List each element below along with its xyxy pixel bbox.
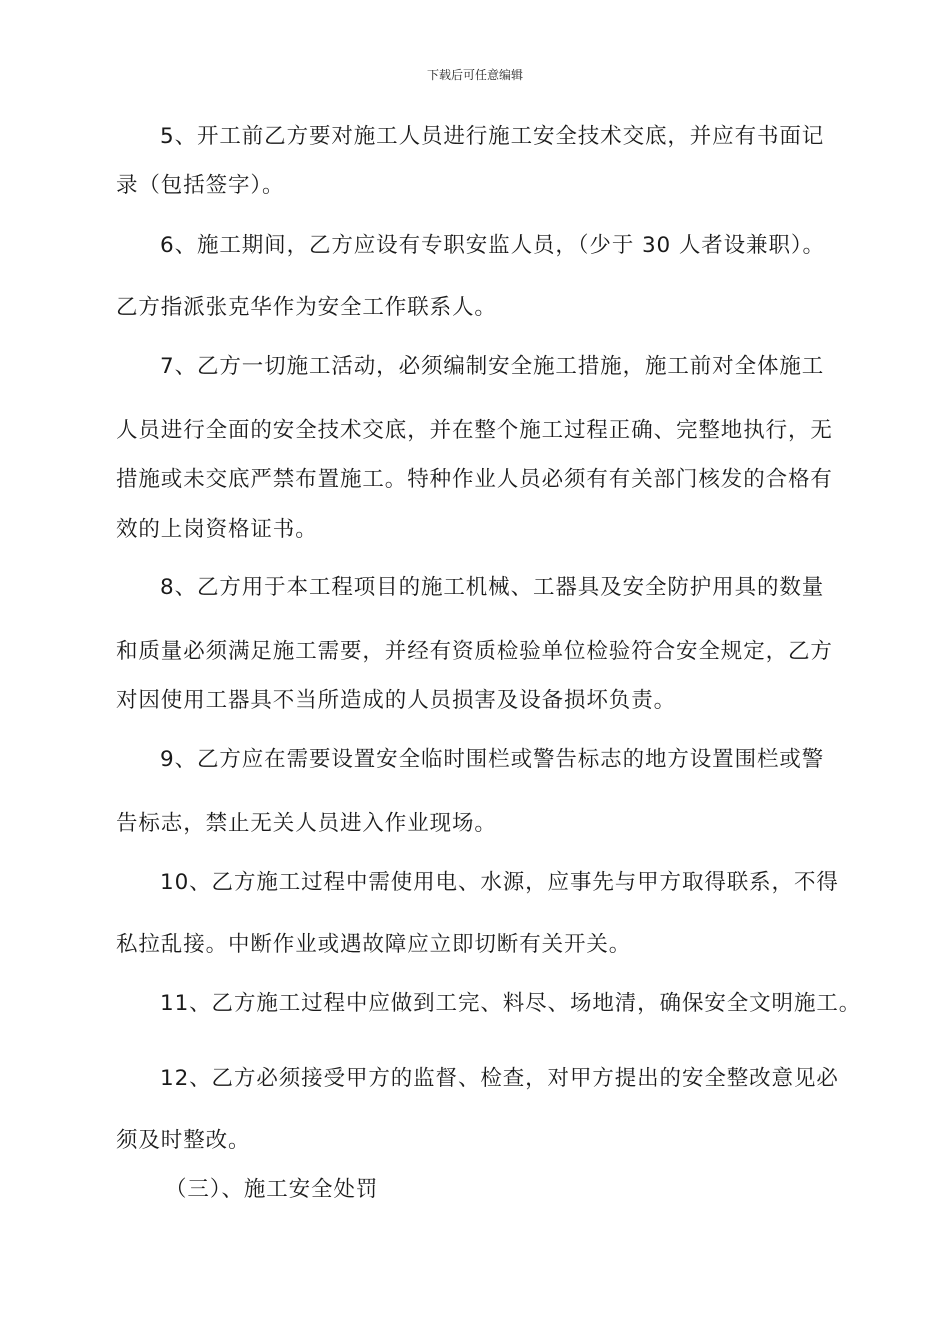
clause-11-line-1: 11、乙方施工过程中应做到工完、料尽、场地清，确保安全文明施工。 xyxy=(160,991,862,1016)
clause-7-line-1: 7、乙方一切施工活动，必须编制安全施工措施，施工前对全体施工 xyxy=(160,354,825,379)
clause-12-line-1: 12、乙方必须接受甲方的监督、检查，对甲方提出的安全整改意见必 xyxy=(160,1066,839,1091)
page-header: 下载后可任意编辑 xyxy=(426,68,523,82)
clause-5-line-2: 录（包括签字）。 xyxy=(116,173,285,198)
clause-7-line-3: 措施或未交底严禁布置施工。特种作业人员必须有有关部门核发的合格有 xyxy=(116,467,833,492)
clause-6-line-1: 6、施工期间，乙方应设有专职安监人员，（少于 30 人者设兼职）。 xyxy=(160,233,825,258)
clause-9-line-2: 告标志，禁止无关人员进入作业现场。 xyxy=(116,811,497,836)
clause-7-line-2: 人员进行全面的安全技术交底，并在整个施工过程正确、完整地执行，无 xyxy=(116,418,833,443)
clause-10-line-1: 10、乙方施工过程中需使用电、水源，应事先与甲方取得联系，不得 xyxy=(160,870,839,895)
section-heading: （三）、施工安全处罚 xyxy=(165,1177,379,1202)
clause-10-line-2: 私拉乱接。中断作业或遇故障应立即切断有关开关。 xyxy=(116,932,632,957)
clause-12-line-2: 须及时整改。 xyxy=(116,1128,251,1153)
clause-5-line-1: 5、开工前乙方要对施工人员进行施工安全技术交底，并应有书面记 xyxy=(160,124,825,149)
clause-7-line-4: 效的上岗资格证书。 xyxy=(116,517,318,542)
clause-8-line-3: 对因使用工器具不当所造成的人员损害及设备损坏负责。 xyxy=(116,688,677,713)
clause-6-line-2: 乙方指派张克华作为安全工作联系人。 xyxy=(116,295,497,320)
clause-9-line-1: 9、乙方应在需要设置安全临时围栏或警告标志的地方设置围栏或警 xyxy=(160,747,825,772)
clause-8-line-2: 和质量必须满足施工需要，并经有资质检验单位检验符合安全规定，乙方 xyxy=(116,639,833,664)
clause-8-line-1: 8、乙方用于本工程项目的施工机械、工器具及安全防护用具的数量 xyxy=(160,575,825,600)
